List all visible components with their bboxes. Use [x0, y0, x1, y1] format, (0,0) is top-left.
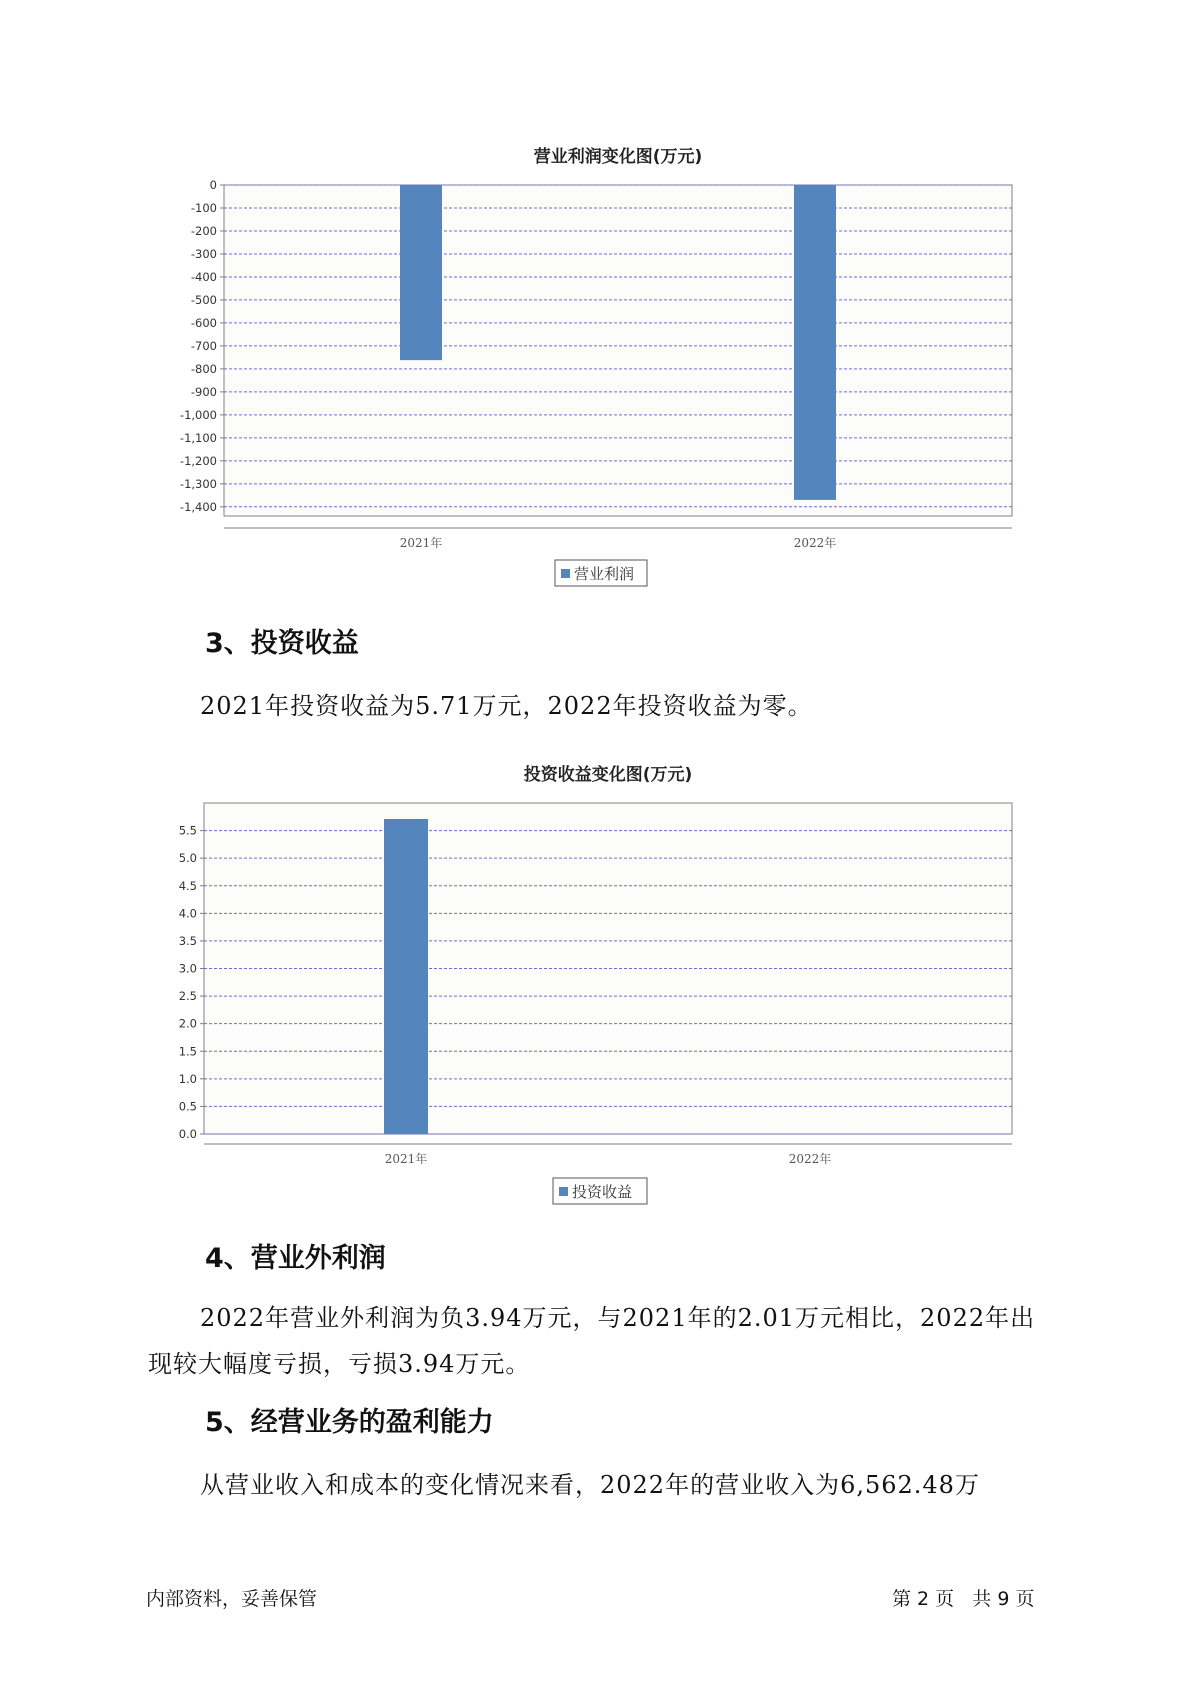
op-profit-ytick-label: -600 [190, 315, 217, 330]
op-profit-xtick-label: 2021年 [399, 536, 443, 550]
section-3-text: 2021年投资收益为5.71万元，2022年投资收益为零。 [200, 692, 813, 720]
op-profit-ytick-label: -400 [190, 269, 217, 284]
op-profit-ytick-label: -200 [190, 223, 217, 238]
inv-income-ytick-label: 0.5 [178, 1099, 197, 1114]
inv-income-ytick-label: 4.0 [178, 906, 197, 921]
inv-income-title: 投资收益变化图(万元) [523, 765, 693, 785]
footer-confidential: 内部资料，妥善保管 [146, 1588, 318, 1610]
op-profit-ytick-label: -700 [190, 338, 217, 353]
inv-income-ytick-label: 2.0 [178, 1016, 197, 1031]
op-profit-ytick-label: -800 [190, 361, 217, 376]
inv-income-legend-label: 投资收益 [572, 1183, 633, 1201]
op-profit-ytick-label: -1,000 [179, 407, 217, 422]
op-profit-title: 营业利润变化图(万元) [533, 147, 703, 167]
op-profit-ytick-label: 0 [209, 178, 217, 192]
op-profit-ytick-label: -1,100 [179, 430, 217, 445]
op-profit-xtick-label: 2022年 [793, 536, 837, 550]
inv-income-bar [384, 819, 428, 1134]
inv-income-legend [553, 1178, 647, 1204]
op-profit-ytick-label: -1,300 [179, 476, 217, 491]
op-profit-ytick-label: -1,400 [179, 499, 217, 514]
inv-income-ytick-label: 5.0 [178, 851, 197, 866]
op-profit-ytick-label: -500 [190, 292, 217, 307]
section-4-text: 2022年营业外利润为负3.94万元，与2021年的2.01万元相比，2022年出现较大幅度亏损，亏损3.94万元。 [148, 1304, 1036, 1378]
inv-income-legend-swatch [559, 1187, 568, 1196]
inv-income-ytick-label: 5.5 [178, 823, 197, 838]
section-3-heading: 3、投资收益 [205, 628, 359, 659]
op-profit-ytick-label: -900 [190, 384, 217, 399]
inv-income-ytick-label: 2.5 [178, 989, 197, 1004]
section-4-heading: 4、营业外利润 [205, 1243, 386, 1274]
inv-income-xtick-label: 2021年 [384, 1152, 428, 1166]
section-5-heading: 5、经营业务的盈利能力 [205, 1407, 494, 1438]
op-profit-legend-label: 营业利润 [574, 565, 635, 583]
inv-income-ytick-label: 3.0 [178, 961, 197, 976]
inv-income-ytick-label: 0.0 [178, 1127, 197, 1141]
op-profit-ytick-label: -100 [190, 200, 217, 215]
op-profit-ytick-label: -1,200 [179, 453, 217, 468]
inv-income-ytick-label: 4.5 [178, 878, 197, 893]
inv-income-ytick-label: 1.0 [178, 1071, 197, 1086]
footer-page-number: 第 2 页 共 9 页 [892, 1588, 1035, 1610]
inv-income-ytick-label: 3.5 [178, 933, 197, 948]
section-5-text: 从营业收入和成本的变化情况来看，2022年的营业收入为6,562.48万 [200, 1471, 980, 1499]
inv-income-ytick-label: 1.5 [178, 1044, 197, 1059]
op-profit-ytick-label: -300 [190, 246, 217, 261]
inv-income-xtick-label: 2022年 [788, 1152, 832, 1166]
